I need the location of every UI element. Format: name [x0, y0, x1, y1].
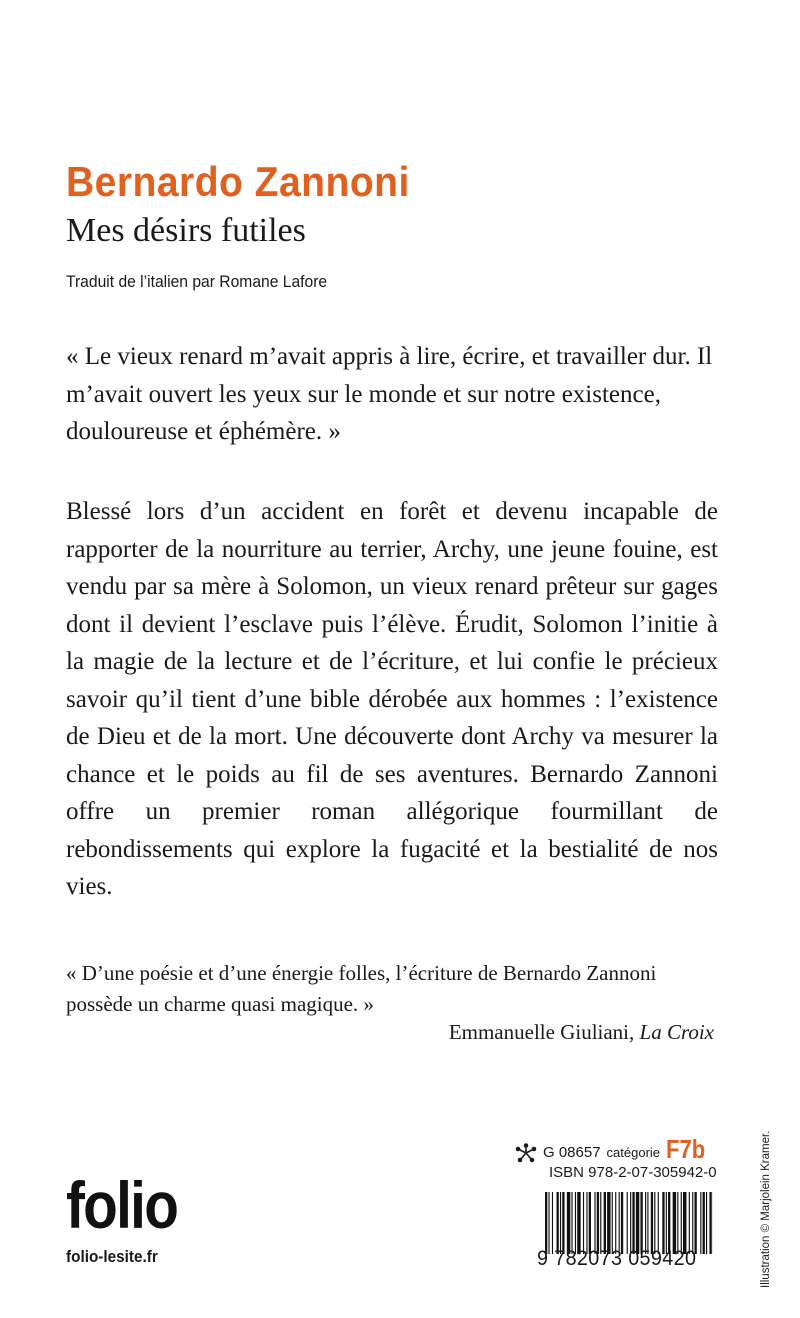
author-name: Bernardo Zannoni — [66, 158, 410, 205]
illustration-credit: Illustration © Marjolein Kramer. — [760, 1130, 772, 1288]
barcode-bar — [709, 1192, 711, 1254]
catalog-code: G 08657 — [543, 1144, 601, 1161]
barcode-bar — [571, 1192, 572, 1254]
barcode-bar — [552, 1192, 553, 1254]
barcode-bar — [557, 1192, 559, 1254]
barcode-bar — [594, 1192, 595, 1254]
press-author: Emmanuelle Giuliani, — [448, 1020, 640, 1044]
barcode-block — [537, 1192, 713, 1270]
barcode-bar — [615, 1192, 616, 1254]
barcode-bar — [658, 1192, 659, 1254]
barcode-bar — [636, 1192, 639, 1254]
barcode-bar — [645, 1192, 646, 1254]
barcode-bar — [612, 1192, 613, 1254]
barcode-bar — [548, 1192, 549, 1254]
barcode-bar — [706, 1192, 707, 1254]
epigraph-quote: « Le vieux renard m’avait appris à lire, écrire, et travailler dur. Il m’avait ouvert les yeux sur le monde et sur notre existence, douloureuse et éphémère. » — [66, 343, 713, 445]
barcode-bar — [621, 1192, 623, 1254]
barcode-bar — [689, 1192, 690, 1254]
barcode-bar — [632, 1192, 634, 1254]
barcode-bar — [677, 1192, 678, 1254]
press-quote: « D’une poésie et d’une énergie folles, l’écriture de Bernardo Zannoni possède un charme quasi magique. » — [66, 961, 657, 1016]
barcode-bar — [575, 1192, 576, 1254]
barcode-bar — [681, 1192, 682, 1254]
publisher-website: folio-lesite.fr — [66, 1247, 158, 1266]
barcode-bar — [545, 1192, 547, 1254]
barcode-bar — [630, 1192, 631, 1254]
barcode-bar — [583, 1192, 584, 1254]
book-title: Mes désirs futiles — [66, 212, 306, 249]
summary-text: Blessé lors d’un accident en forêt et devenu incapable de rapporter de la nourriture au terrier, Archy, une jeune fouine, est vendu par sa mère à Solomon, un vieux renard prêteur sur gages dont il devient l’esclave puis l’élève. Érudit, Solomon l’initie à la magie de la lecture et de l’écriture, et lui confie le précieux savoir qu’il tient d’une bible dérobée aux hommes : l’existence de Dieu et de la mort. Une découverte dont Archy va mesurer la chance et le poids au fil de ses aventures. Bernardo Zannoni offre un premier roman allégorique fourmillant de rebondissements qui explore la fugacité et la bestialité de nos vies. — [66, 498, 718, 900]
barcode-digits: 9 782073 059420 — [537, 1247, 697, 1270]
barcode-bar — [597, 1192, 599, 1254]
barcode-bar — [654, 1192, 655, 1254]
barcode-bar — [562, 1192, 564, 1254]
barcode-bar — [662, 1192, 664, 1254]
barcode-bar — [567, 1192, 570, 1254]
barcode-bar — [700, 1192, 701, 1254]
barcode-bar — [647, 1192, 648, 1254]
category-label: catégorie — [606, 1145, 661, 1160]
barcode-bar — [668, 1192, 670, 1254]
folio-logo: folio — [66, 1168, 178, 1242]
barcode-bar — [589, 1192, 591, 1254]
barcode-bar — [586, 1192, 587, 1254]
barcode-bar — [683, 1192, 686, 1254]
barcode-bars — [545, 1192, 713, 1254]
barcode-bar — [666, 1192, 667, 1254]
translator-credit: Traduit de l’italien par Romane Lafore — [66, 272, 328, 291]
barcode-bar — [604, 1192, 606, 1254]
barcode-bar — [600, 1192, 601, 1254]
barcode-bar — [640, 1192, 642, 1254]
press-outlet: La Croix — [639, 1020, 714, 1044]
barcode-bar — [673, 1192, 676, 1254]
isbn: ISBN 978-2-07-305942-0 — [549, 1164, 717, 1181]
barcode-bar — [627, 1192, 628, 1254]
barcode-bar — [607, 1192, 610, 1254]
barcode-bar — [695, 1192, 697, 1254]
gallimard-star-icon — [515, 1143, 537, 1163]
barcode-bar — [692, 1192, 693, 1254]
category-code: F7b — [666, 1134, 706, 1164]
barcode-bar — [703, 1192, 705, 1254]
press-source — [449, 1020, 714, 1045]
barcode-bar — [619, 1192, 620, 1254]
barcode-bar — [577, 1192, 580, 1254]
barcode-bar — [651, 1192, 653, 1254]
publisher-code-line — [515, 1134, 712, 1165]
barcode-bar — [560, 1192, 561, 1254]
